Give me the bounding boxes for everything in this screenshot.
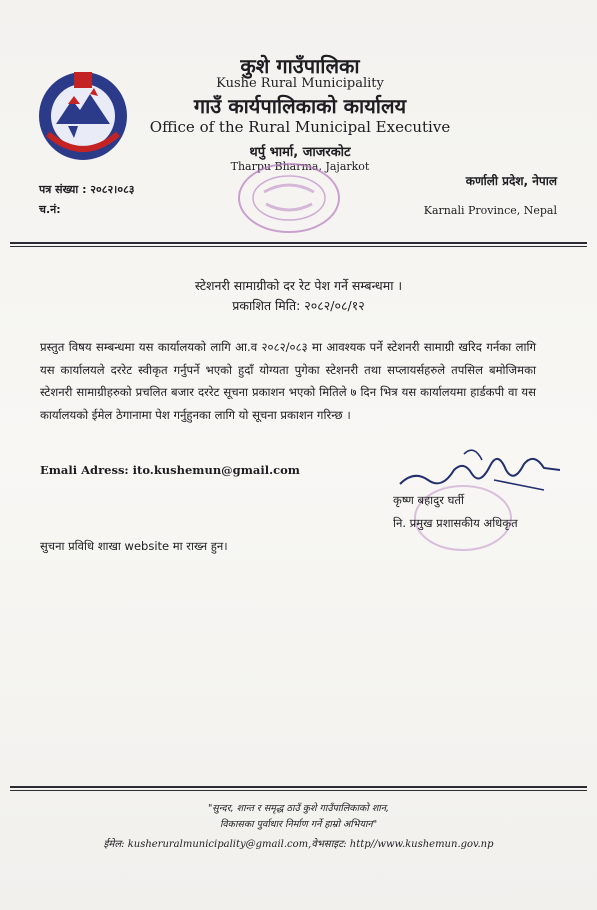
office-name-np: गाउँ कार्यपालिकाको कार्यालय <box>193 94 407 118</box>
footer-divider-thin <box>10 790 587 791</box>
signatory-name: कृष्ण बहादुर घर्ती <box>393 493 464 507</box>
footer-motto-line2: विकासका पुर्वाधार निर्माण गर्ने हाम्रो अभियान" <box>219 819 378 830</box>
header-divider <box>10 242 587 244</box>
office-stamp-icon <box>234 158 344 240</box>
dispatch-number: च.नं: <box>39 203 61 216</box>
website-notice: सुचना प्रविधि शाखा website मा राख्न हुन। <box>40 539 228 553</box>
province-np: कर्णाली प्रदेश, नेपाल <box>465 174 557 188</box>
province-en: Karnali Province, Nepal <box>423 204 557 217</box>
contact-email: Emali Adress: ito.kushemun@gmail.com <box>40 463 300 477</box>
letter-number: पत्र संख्या : २०८२।०८३ <box>39 183 135 196</box>
footer-website-label: वेभसाइट: <box>311 839 347 850</box>
address-en: Tharpu Bharma, Jajarkot <box>230 160 370 173</box>
footer-email-label: ईमेल: <box>103 839 125 850</box>
letter-body: प्रस्तुत विषय सम्बन्धमा यस कार्यालयको लागि आ.व २०८२/०८३ मा आवश्यक पर्ने स्टेशनरी सामाग्री खरिद गर्नका लागि यस कार्यालयले दररेट स्वीकृत गर्नुपर्ने भएको हुदाँ योग्यता पुगेका स्टेशनरी तथा सप्लायर्सहरुले तपसिल बमोजिमका स्टेशनरी सामाग्रीहरुको प्रचलित बजार दररेट सूचना प्रकाशन भएको मितिले ७ दिन भित्र यस कार्यालयमा हार्डकपी वा यस कार्यालयको ईमेल ठेगानामा पेश गर्नुहुनका लागि यो सूचना प्रकाशन गरिन्छ । <box>40 340 536 422</box>
header-divider-thin <box>10 246 587 247</box>
footer-email[interactable]: kusheruralmunicipality@gmail.com, <box>127 839 312 850</box>
footer-divider <box>10 786 587 788</box>
office-name-en: Office of the Rural Municipal Executive <box>149 118 451 136</box>
footer-website[interactable]: http//www.kushemun.gov.np <box>349 839 494 850</box>
footer-contact <box>0 836 597 850</box>
letter-subject: स्टेशनरी सामाग्रीको दर रेट पेश गर्ने सम्बन्धमा । <box>194 278 403 293</box>
municipality-name-en: Kushe Rural Municipality <box>216 76 384 91</box>
published-date: प्रकाशित मिति: २०८२/०८/१२ <box>232 298 365 313</box>
address-np: थर्पु भार्मा, जाजरकोट <box>249 145 351 160</box>
footer-motto-line1: "सुन्दर, शान्त र समृद्ध ठाउँ कुशे गाउँपालिकाको शान, <box>207 803 390 814</box>
municipality-name-np: कुशे गाउँपालिका <box>240 54 360 78</box>
signatory-title: नि. प्रमुख प्रशासकीय अधिकृत <box>393 516 518 530</box>
government-emblem-icon <box>34 64 132 164</box>
